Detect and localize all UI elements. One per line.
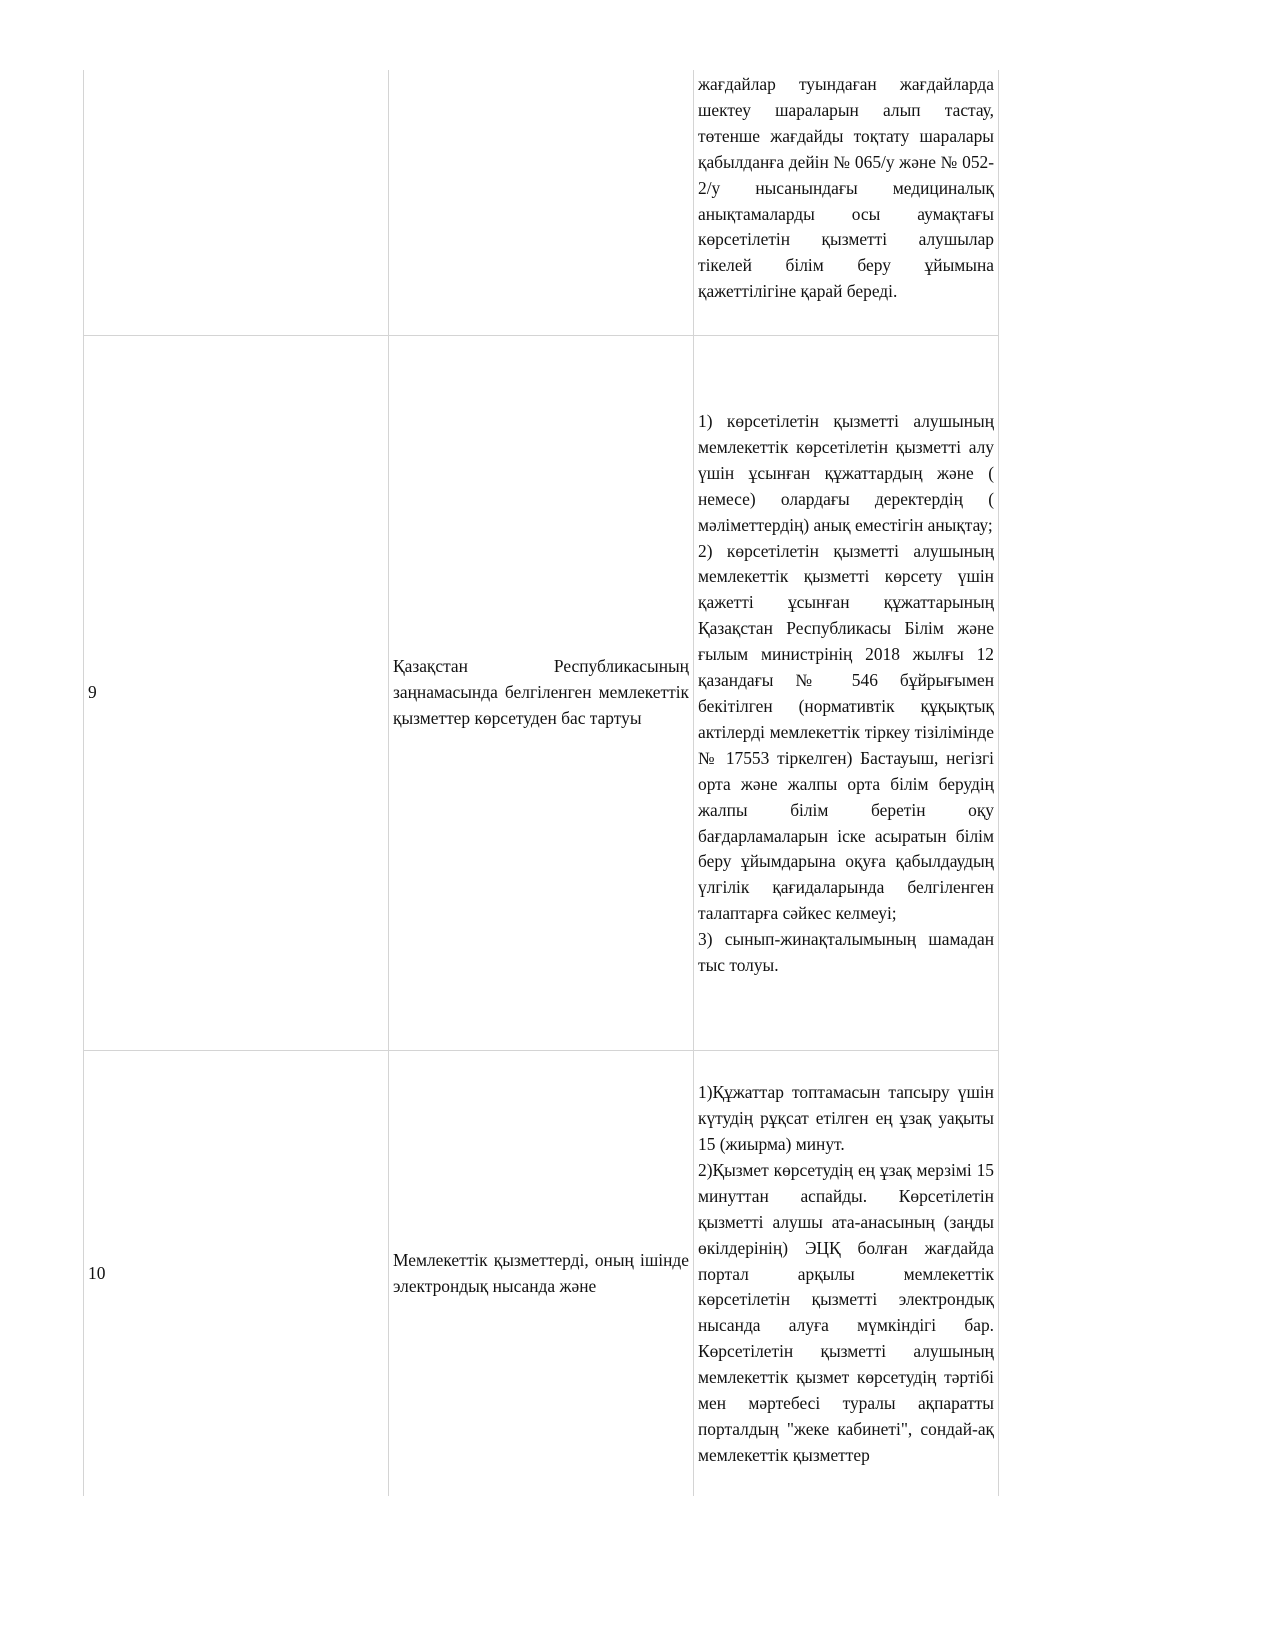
row-number-cell — [84, 1051, 389, 1497]
table-row — [84, 70, 999, 336]
details-paragraph: 1) көрсетілетін қызметті алушының мемлекеттік көрсетілетін қызметті алу үшін ұсынған құжаттардың және ( немесе) олардағы деректердің ( мәліметтердің) анық еместігін анықтау; — [698, 411, 994, 535]
row-title: Мемлекеттік қызметтерді, оның ішінде электрондық нысанда және — [393, 1249, 689, 1296]
row-number-cell — [84, 336, 389, 1051]
row-title-cell — [389, 1051, 694, 1497]
row-title: Қазақстан Республикасының заңнамасында белгіленген мемлекеттік қызметтер көрсетуден бас тартуы — [393, 656, 689, 728]
table-row — [84, 1051, 999, 1497]
row-details-cell — [694, 1051, 999, 1497]
row-number-cell — [84, 70, 389, 336]
row-number: 10 — [88, 1262, 106, 1283]
details-paragraph: 2)Қызмет көрсетудің ең ұзақ мерзімі 15 минуттан аспайды. Көрсетілетін қызметті алушы ата-анасының (заңды өкілдерінің) ЭЦҚ болған жағдайда портал арқылы мемлекеттік көрсетілетін қызметті электрондық нысанда алуға мүмкіндігі бар. Көрсетілетін қызметті алушының мемлекеттік қызмет көрсетудің тәртібі мен мәртебесі туралы ақпаратты порталдың "жеке кабинеті", сондай-ақ мемлекеттік қызметтер — [698, 1159, 994, 1465]
details-paragraph: 3) сынып-жинақталымының шамадан тыс толуы. — [698, 929, 994, 976]
details-paragraph: 1)Құжаттар топтамасын тапсыру үшін күтудің рұқсат етілген ең ұзақ уақыты 15 (жиырма) минут. — [698, 1082, 994, 1155]
row-details-cell — [694, 336, 999, 1051]
row-title-cell — [389, 336, 694, 1051]
details-paragraph: жағдайлар туындаған жағдайларда шектеу шараларын алып тастау, төтенше жағдайды тоқтату шаралары қабылданға дейін № 065/у және № 052-2/у нысанындағы медициналық анықтамаларды осы аумақтағы көрсетілетін қызметті алушылар тікелей білім беру ұйымына қажеттілігіне қарай береді. — [698, 74, 994, 302]
row-details-cell — [694, 70, 999, 336]
document-table — [83, 70, 999, 1496]
details-paragraph: 2) көрсетілетін қызметті алушының мемлекеттік қызметті көрсету үшін қажетті ұсынған құжаттарының Қазақстан Республикасы Білім және ғылым министрінің 2018 жылғы 12 қазандағы № 546 бұйрығымен бекітілген (нормативтік құқықтық актілерді мемлекеттік тіркеу тізілімінде № 17553 тіркелген) Бастауыш, негізгі орта және жалпы орта білім берудің жалпы білім беретін оқу бағдарламаларын іске асыратын білім беру ұйымдарына оқуға қабылдаудың үлгілік қағидаларында белгіленген талаптарға сәйкес келмеуі; — [698, 540, 994, 924]
table-row — [84, 336, 999, 1051]
row-title-cell — [389, 70, 694, 336]
row-number: 9 — [88, 682, 97, 703]
